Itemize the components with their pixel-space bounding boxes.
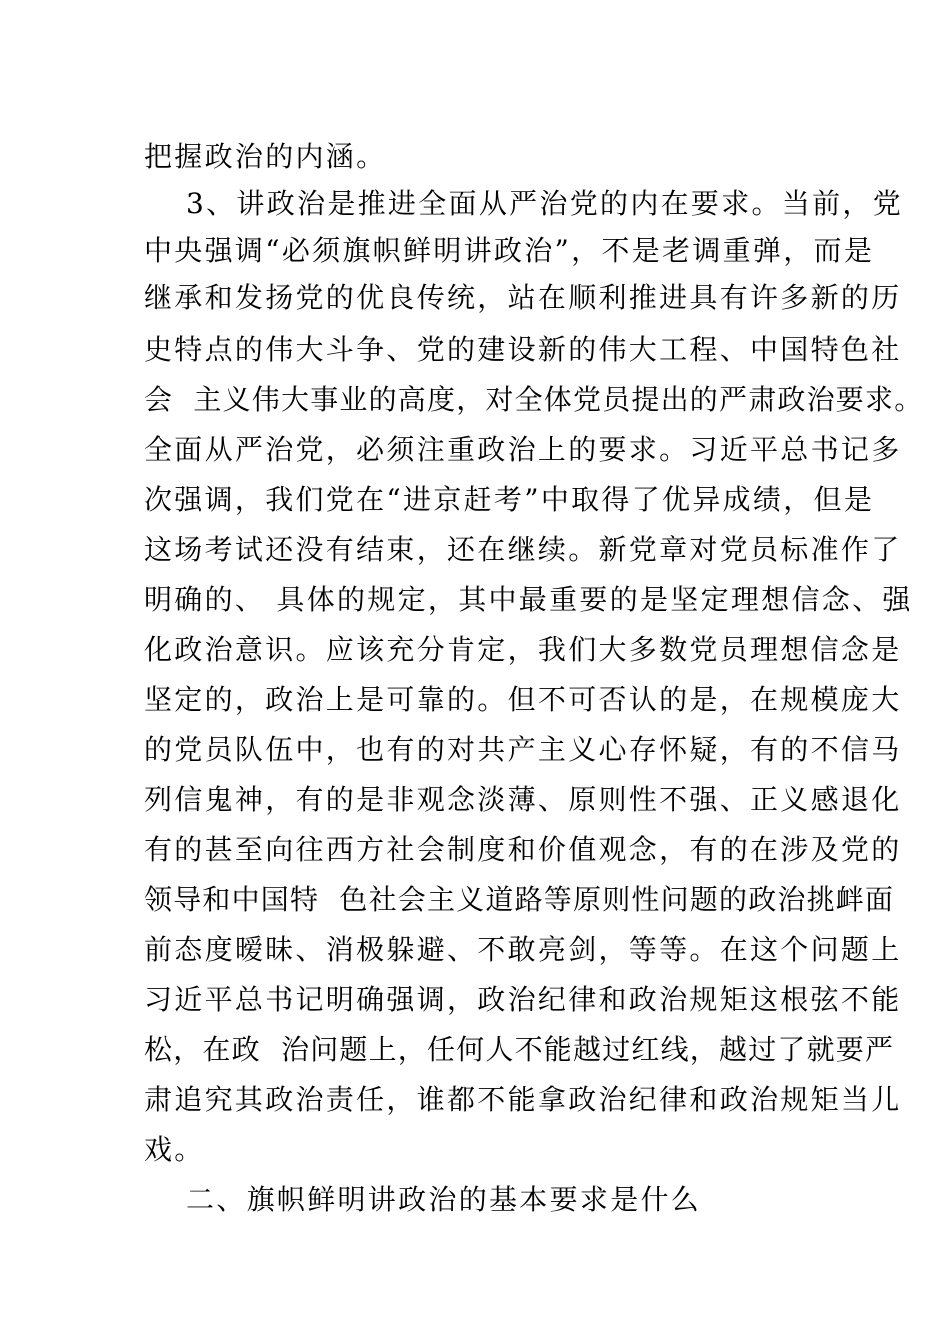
- text-line: 继承和发扬党的优良传统，站在顺利推进具有许多新的历: [144, 281, 902, 314]
- text-line: 3、讲政治是推进全面从严治党的内在要求。当前，党: [186, 187, 904, 220]
- text-line: 这场考试还没有结束，还在继续。新党章对党员标准作了: [144, 533, 902, 566]
- section-heading: 二、旗帜鲜明讲政治的基本要求是什么: [186, 1183, 702, 1216]
- text-line: 肃追究其政治责任，谁都不能拿政治纪律和政治规矩当儿: [144, 1083, 902, 1116]
- text-line: 坚定的，政治上是可靠的。但不可否认的是，在规模庞大: [144, 683, 902, 716]
- text-line: 有的甚至向往西方社会制度和价值观念，有的在涉及党的: [144, 833, 902, 866]
- text-line: 松，在政 治问题上，任何人不能越过红线，越过了就要严: [144, 1033, 895, 1066]
- text-line: 化政治意识。应该充分肯定，我们大多数党员理想信念是: [144, 633, 902, 666]
- text-line: 全面从严治党，必须注重政治上的要求。习近平总书记多: [144, 433, 902, 466]
- text-line: 习近平总书记明确强调，政治纪律和政治规矩这根弦不能: [144, 983, 902, 1016]
- text-line: 会 主义伟大事业的高度，对全体党员提出的严肃政治要求。: [144, 383, 924, 416]
- text-line: 中央强调“必须旗帜鲜明讲政治”，不是老调重弹，而是: [144, 234, 875, 267]
- text-line: 明确的、 具体的规定，其中最重要的是坚定理想信念、强: [144, 583, 913, 616]
- text-line: 的党员队伍中，也有的对共产主义心存怀疑，有的不信马: [144, 733, 902, 766]
- text-line: 列信鬼神，有的是非观念淡薄、原则性不强、正义感退化: [144, 783, 902, 816]
- text-line: 把握政治的内涵。: [144, 140, 387, 173]
- text-line: 领导和中国特 色社会主义道路等原则性问题的政治挑衅面: [144, 883, 895, 916]
- text-line: 戏。: [144, 1133, 205, 1166]
- text-line: 前态度暧昧、消极躲避、不敢亮剑，等等。在这个问题上: [144, 933, 902, 966]
- text-line: 史特点的伟大斗争、党的建设新的伟大工程、中国特色社: [144, 333, 902, 366]
- text-line: 次强调，我们党在“进京赶考”中取得了优异成绩，但是: [144, 483, 875, 516]
